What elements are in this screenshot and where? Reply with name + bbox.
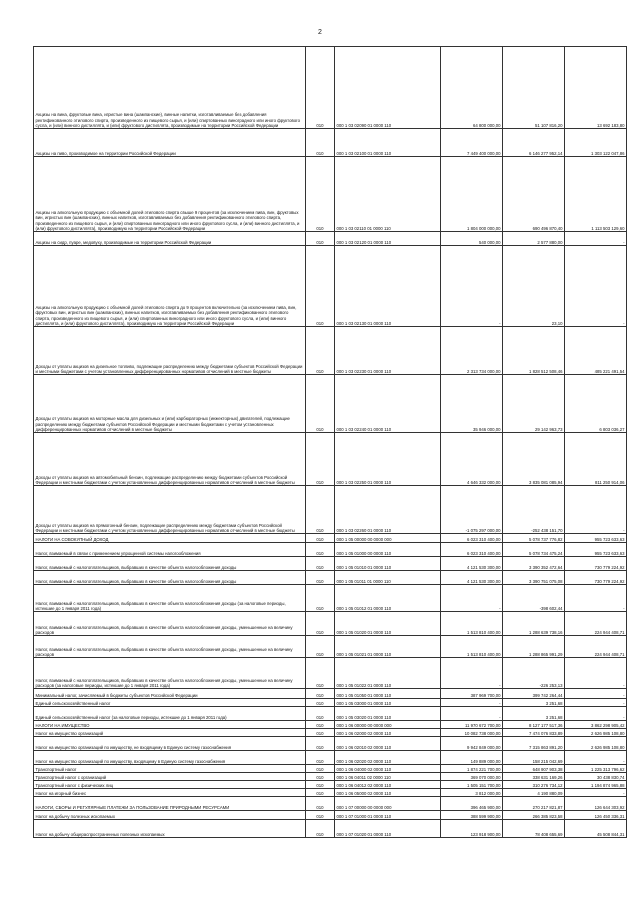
row-plan: 1 874 221 700,00 [441,765,503,773]
row-code: 010 [306,699,335,707]
row-code: 010 [306,658,335,689]
table-row [34,486,627,534]
row-kbk: 000 1 03 02260 01 0000 110 [335,486,441,534]
row-done: 2 577 880,00 [503,232,565,246]
row-kbk: 000 1 05 01012 01 0000 110 [335,585,441,612]
table-row [34,773,627,781]
row-rest: 45 508 844,31 [565,820,627,838]
row-name: Транспортный налог с физических лиц [34,781,306,789]
row-kbk: 000 1 03 02120 01 0000 110 [335,232,441,246]
row-plan: 1 505 151 700,00 [441,781,503,789]
row-code: 010 [306,47,335,129]
row-kbk: 000 1 06 02000 02 0000 110 [335,729,441,737]
row-rest: - [565,486,627,534]
row-name: Налог, взимаемый в связи с применением упрощенной системы налогообложения [34,543,306,557]
row-rest: 224 944 408,71 [565,612,627,636]
row-kbk: 000 1 05 01050 01 0000 110 [335,689,441,699]
row-done: 29 142 963,73 [503,375,565,433]
row-rest: 1 194 874 965,88 [565,781,627,789]
row-name: Налог на имущество организаций по имуществу, не входящему в Единую систему газоснабжения [34,737,306,751]
row-rest: 3 862 298 905,42 [565,721,627,729]
row-done: 3 390 751 075,08 [503,571,565,585]
row-done: 158 215 042,69 [503,751,565,765]
table-row [34,781,627,789]
table-row [34,636,627,658]
row-name: Акцизы на алкогольную продукцию с объемной долей этилового спирта свыше 9 процентов (за исключением пива, вин, фруктовых вин, игристых вин (шампанских), винных напитков, изготавливаемых без добавления ректификованного этилового спирта, произведенного из пищевого сырья, и (или) спиртованных виноградного или иного фруктового сусла, и (или) винного дистиллята, и (или) фруктового дистиллята), производимую на территории Российской Федерации [34,157,306,232]
row-done: -252 438 151,70 [503,486,565,534]
row-kbk: 000 1 06 02020 02 0000 110 [335,751,441,765]
table-row [34,699,627,707]
row-done: 51 107 816,20 [503,47,565,129]
row-plan: 540 000,00 [441,232,503,246]
row-done: 1 828 512 508,46 [503,327,565,375]
row-plan: 6 023 310 400,00 [441,543,503,557]
row-name: Налог, взимаемый с налогоплательщиков, выбравших в качестве объекта налогообложения доходы [34,571,306,585]
row-name: Доходы от уплаты акцизов на моторные масла для дизельных и (или) карбюраторных (инжекторных) двигателей, подлежащие распределению между бюджетами субъектов Российской Федерации и местными бюджетами с учетом установленных дифференцированных нормативов отчислений в местные бюджеты [34,375,306,433]
row-plan: 3 812 000,00 [441,789,503,797]
table-row [34,612,627,636]
table-row [34,811,627,820]
row-done: 3 390 352 472,64 [503,557,565,571]
row-code: 010 [306,612,335,636]
row-code: 010 [306,820,335,838]
row-kbk: 000 1 06 02010 02 0000 110 [335,737,441,751]
row-kbk: 000 1 05 01022 01 0000 110 [335,658,441,689]
row-rest: - [565,585,627,612]
row-done: 7 315 863 891,20 [503,737,565,751]
row-code: 010 [306,729,335,737]
row-rest: 30 438 830,74 [565,773,627,781]
table-row [34,707,627,721]
row-rest: 224 944 408,71 [565,636,627,658]
row-code: 010 [306,811,335,820]
row-done: 266 385 823,58 [503,811,565,820]
row-code: 010 [306,789,335,797]
row-plan: 35 946 000,00 [441,375,503,433]
table-row [34,47,627,129]
table-row [34,585,627,612]
row-kbk: 000 1 05 01020 01 0000 110 [335,612,441,636]
revenue-table-body [34,47,627,838]
row-name: Акцизы на сидр, пуаре, медовуху, производимые на территории Российской Федерации [34,232,306,246]
row-kbk: 000 1 03 02250 01 0000 110 [335,433,441,486]
table-row [34,327,627,375]
row-plan: - [441,699,503,707]
table-row [34,729,627,737]
table-row [34,751,627,765]
row-kbk: 000 1 06 04011 02 0000 110 [335,773,441,781]
row-plan: - [441,585,503,612]
row-code: 010 [306,585,335,612]
row-plan: - [441,707,503,721]
row-rest: 13 692 183,80 [565,47,627,129]
row-done: 338 631 169,26 [503,773,565,781]
table-row [34,689,627,699]
row-kbk: 000 1 06 05000 02 0000 110 [335,789,441,797]
row-name: Доходы от уплаты акцизов на автомобильный бензин, подлежащие распределению между бюджетами субъектов Российской Федерации и местными бюджетами с учетом установленных дифференцированных нормативов отчислений в местные бюджеты [34,433,306,486]
row-plan: 4 121 530 300,00 [441,571,503,585]
table-row [34,737,627,751]
row-plan: 7 449 400 000,00 [441,129,503,157]
row-kbk: 000 1 03 02240 01 0000 110 [335,375,441,433]
row-rest: 730 779 224,92 [565,571,627,585]
row-rest: 955 723 633,63 [565,543,627,557]
row-done: 1 288 639 738,16 [503,612,565,636]
row-code: 010 [306,486,335,534]
table-row [34,557,627,571]
row-rest: - [565,707,627,721]
row-name: Налог, взимаемый с налогоплательщиков, выбравших в качестве объекта налогообложения доходы, уменьшенные на величину расходов [34,612,306,636]
row-plan: 2 313 734 000,00 [441,327,503,375]
row-code: 010 [306,375,335,433]
row-kbk: 000 1 05 03000 01 0000 110 [335,699,441,707]
row-code: 010 [306,636,335,658]
row-done: -398 602,44 [503,585,565,612]
row-kbk: 000 1 05 01010 01 0000 110 [335,557,441,571]
row-plan: 11 970 672 700,00 [441,721,503,729]
row-plan: 1 513 810 400,00 [441,612,503,636]
row-kbk: 000 1 05 01000 00 0000 110 [335,543,441,557]
row-kbk: 000 1 03 02100 01 0000 110 [335,129,441,157]
table-row [34,789,627,797]
row-rest: 955 723 633,63 [565,534,627,543]
row-rest: 2 626 985 108,80 [565,737,627,751]
row-name: Акцизы на алкогольную продукцию с объемной долей этилового спирта до 9 процентов включительно (за исключением пива, вин, фруктовых вин, игристых вин (шампанских), винных напитков, изготавливаемых без добавления ректификованного этилового спирта, произведенного из пищевого сырья, и (или) спиртованных виноградного или иного фруктового сусла, и (или) винного дистиллята, и (или) фруктового дистиллята), производимую на территории Российской Федерации [34,246,306,327]
row-done: 3 251,68 [503,707,565,721]
row-code: 010 [306,737,335,751]
row-rest: 1 113 503 129,60 [565,157,627,232]
row-kbk: 000 1 07 00000 00 0000 000 [335,797,441,811]
row-done: -226 253,13 [503,658,565,689]
row-plan: 1 513 810 400,00 [441,636,503,658]
row-rest: - [565,689,627,699]
row-code: 010 [306,232,335,246]
table-row [34,157,627,232]
row-rest: - [565,789,627,797]
table-row [34,246,627,327]
row-done: 8 127 177 517,36 [503,721,565,729]
row-code: 010 [306,327,335,375]
row-kbk: 000 1 06 04000 02 0000 110 [335,765,441,773]
row-code: 010 [306,765,335,773]
row-kbk: 000 1 03 02230 01 0000 110 [335,327,441,375]
row-code: 010 [306,246,335,327]
row-name: Минимальный налог, зачисляемый в бюджеты субъектов Российской Федерации [34,689,306,699]
row-done: 3 835 081 085,94 [503,433,565,486]
row-name: Налог на добычу общераспространенных полезных ископаемых [34,820,306,838]
row-done: 690 496 870,40 [503,157,565,232]
row-done: 648 907 903,38 [503,765,565,773]
row-kbk: 000 1 07 01020 01 0000 110 [335,820,441,838]
row-rest: 2 626 985 108,80 [565,729,627,737]
row-code: 010 [306,571,335,585]
row-done: 1 288 865 991,29 [503,636,565,658]
table-row [34,232,627,246]
row-plan: - [441,658,503,689]
table-row [34,658,627,689]
row-kbk: 000 1 05 03020 01 0000 110 [335,707,441,721]
row-name: Транспортный налог с организаций [34,773,306,781]
row-name: Единый сельскохозяйственный налог (за налоговые периоды, истекшие до 1 января 2011 года) [34,707,306,721]
row-rest: 485 221 491,54 [565,327,627,375]
row-rest: 126 450 336,31 [565,811,627,820]
row-code: 010 [306,557,335,571]
table-row [34,129,627,157]
row-rest: - [565,751,627,765]
row-rest: 730 779 224,92 [565,557,627,571]
row-plan: 10 082 738 000,00 [441,729,503,737]
row-kbk: 000 1 05 01011 01 0000 110 [335,571,441,585]
row-name: Доходы от уплаты акцизов на дизельное топливо, подлежащие распределению между бюджетами субъектов Российской Федерации и местными бюджетами с учетом установленных дифференцированных нормативов отчислений в местные бюджеты [34,327,306,375]
row-name: НАЛОГИ НА ИМУЩЕСТВО [34,721,306,729]
row-done: 7 474 076 833,89 [503,729,565,737]
row-code: 010 [306,157,335,232]
row-plan: 4 121 530 300,00 [441,557,503,571]
row-name: Налог на игорный бизнес [34,789,306,797]
table-row [34,721,627,729]
row-rest: - [565,246,627,327]
row-name: Налог, взимаемый с налогоплательщиков, выбравших в качестве объекта налогообложения доходы, уменьшенные на величину расходов (за налоговые периоды, истекшие до 1 января 2011 года) [34,658,306,689]
table-row [34,571,627,585]
row-code: 010 [306,707,335,721]
row-plan: -1 075 297 000,00 [441,486,503,534]
row-kbk: 000 1 06 04012 02 0000 110 [335,781,441,789]
row-plan: 4 646 332 000,00 [441,433,503,486]
row-kbk: 000 1 07 01000 01 0000 110 [335,811,441,820]
row-kbk: 000 1 06 00000 00 0000 000 [335,721,441,729]
row-code: 010 [306,781,335,789]
row-name: Налог, взимаемый с налогоплательщиков, выбравших в качестве объекта налогообложения доходы [34,557,306,571]
row-plan: 9 942 849 000,00 [441,737,503,751]
table-row [34,534,627,543]
row-name: НАЛОГИ НА СОВОКУПНЫЙ ДОХОД [34,534,306,543]
row-rest: 6 803 036,27 [565,375,627,433]
row-name: Единый сельскохозяйственный налог [34,699,306,707]
row-rest: - [565,658,627,689]
row-name: Налог, взимаемый с налогоплательщиков, выбравших в качестве объекта налогообложения доходы, уменьшенные на величину расходов [34,636,306,658]
row-name: Акцизы на вина, фруктовые вина, игристые вина (шампанские), винные напитки, изготавливаемые без добавления ректификованного этилового спирта, произведенного из пищевого сырья, и (или) спиртованных виноградного или иного фруктового сусла, и (или) винного дистиллята, и (или) фруктового дистиллята, производимые на территории Российской Федерации [34,47,306,129]
row-done: 23,10 [503,246,565,327]
row-name: НАЛОГИ, СБОРЫ И РЕГУЛЯРНЫЕ ПЛАТЕЖИ ЗА ПОЛЬЗОВАНИЕ ПРИРОДНЫМИ РЕСУРСАМИ [34,797,306,811]
row-name: Налог на имущество организаций [34,729,306,737]
table-row [34,797,627,811]
row-name: Акцизы на пиво, производимое на территории Российской Федерации [34,129,306,157]
row-name: Налог на имущество организаций по имуществу, входящему в Единую систему газоснабжения [34,751,306,765]
row-done: 270 217 821,87 [503,797,565,811]
row-code: 010 [306,534,335,543]
row-plan: 64 800 000,00 [441,47,503,129]
row-code: 010 [306,433,335,486]
row-code: 010 [306,797,335,811]
row-rest: - [565,699,627,707]
row-rest: - [565,232,627,246]
row-rest: 811 250 914,06 [565,433,627,486]
table-row [34,765,627,773]
row-kbk: 000 1 03 02090 01 0000 110 [335,47,441,129]
row-name: Транспортный налог [34,765,306,773]
row-plan: 387 969 700,00 [441,689,503,699]
row-code: 010 [306,721,335,729]
row-done: 5 078 734 475,24 [503,543,565,557]
row-name: Налог на добычу полезных ископаемых [34,811,306,820]
row-plan: 388 599 900,00 [441,811,503,820]
row-kbk: 000 1 05 00000 00 0000 000 [335,534,441,543]
row-code: 010 [306,689,335,699]
row-name: Доходы от уплаты акцизов на прямогонный бензин, подлежащие распределению между бюджетами субъектов Российской Федерации и местными бюджетами с учетом установленных дифференцированных нормативов отчислений в местные бюджеты [34,486,306,534]
row-plan: 396 465 900,00 [441,797,503,811]
revenue-table [33,46,627,838]
row-plan: 1 804 000 000,00 [441,157,503,232]
row-code: 010 [306,543,335,557]
row-code: 010 [306,773,335,781]
row-code: 010 [306,129,335,157]
row-done: 399 742 264,44 [503,689,565,699]
row-kbk: 000 1 03 02110 01 0000 110 [335,157,441,232]
row-done: 4 190 880,09 [503,789,565,797]
table-row [34,433,627,486]
row-name: Налог, взимаемый с налогоплательщиков, выбравших в качестве объекта налогообложения доходы (за налоговые периоды, истекшие до 1 января 2011 года) [34,585,306,612]
row-plan: 123 918 900,00 [441,820,503,838]
row-done: 3 251,68 [503,699,565,707]
row-plan: 149 889 000,00 [441,751,503,765]
row-done: 78 408 655,69 [503,820,565,838]
table-row [34,543,627,557]
table-row [34,820,627,838]
row-done: 5 078 737 776,82 [503,534,565,543]
row-done: 6 146 277 952,14 [503,129,565,157]
row-rest: 126 644 303,92 [565,797,627,811]
row-kbk: 000 1 03 02130 01 0000 110 [335,246,441,327]
row-done: 310 276 734,12 [503,781,565,789]
row-rest: 1 303 122 047,86 [565,129,627,157]
row-code: 010 [306,751,335,765]
row-plan: 369 070 000,00 [441,773,503,781]
row-plan: 6 023 310 400,00 [441,534,503,543]
page-number: 2 [318,29,322,36]
row-kbk: 000 1 05 01021 01 0000 110 [335,636,441,658]
table-row [34,375,627,433]
row-plan: - [441,246,503,327]
row-rest: 1 225 313 796,62 [565,765,627,773]
